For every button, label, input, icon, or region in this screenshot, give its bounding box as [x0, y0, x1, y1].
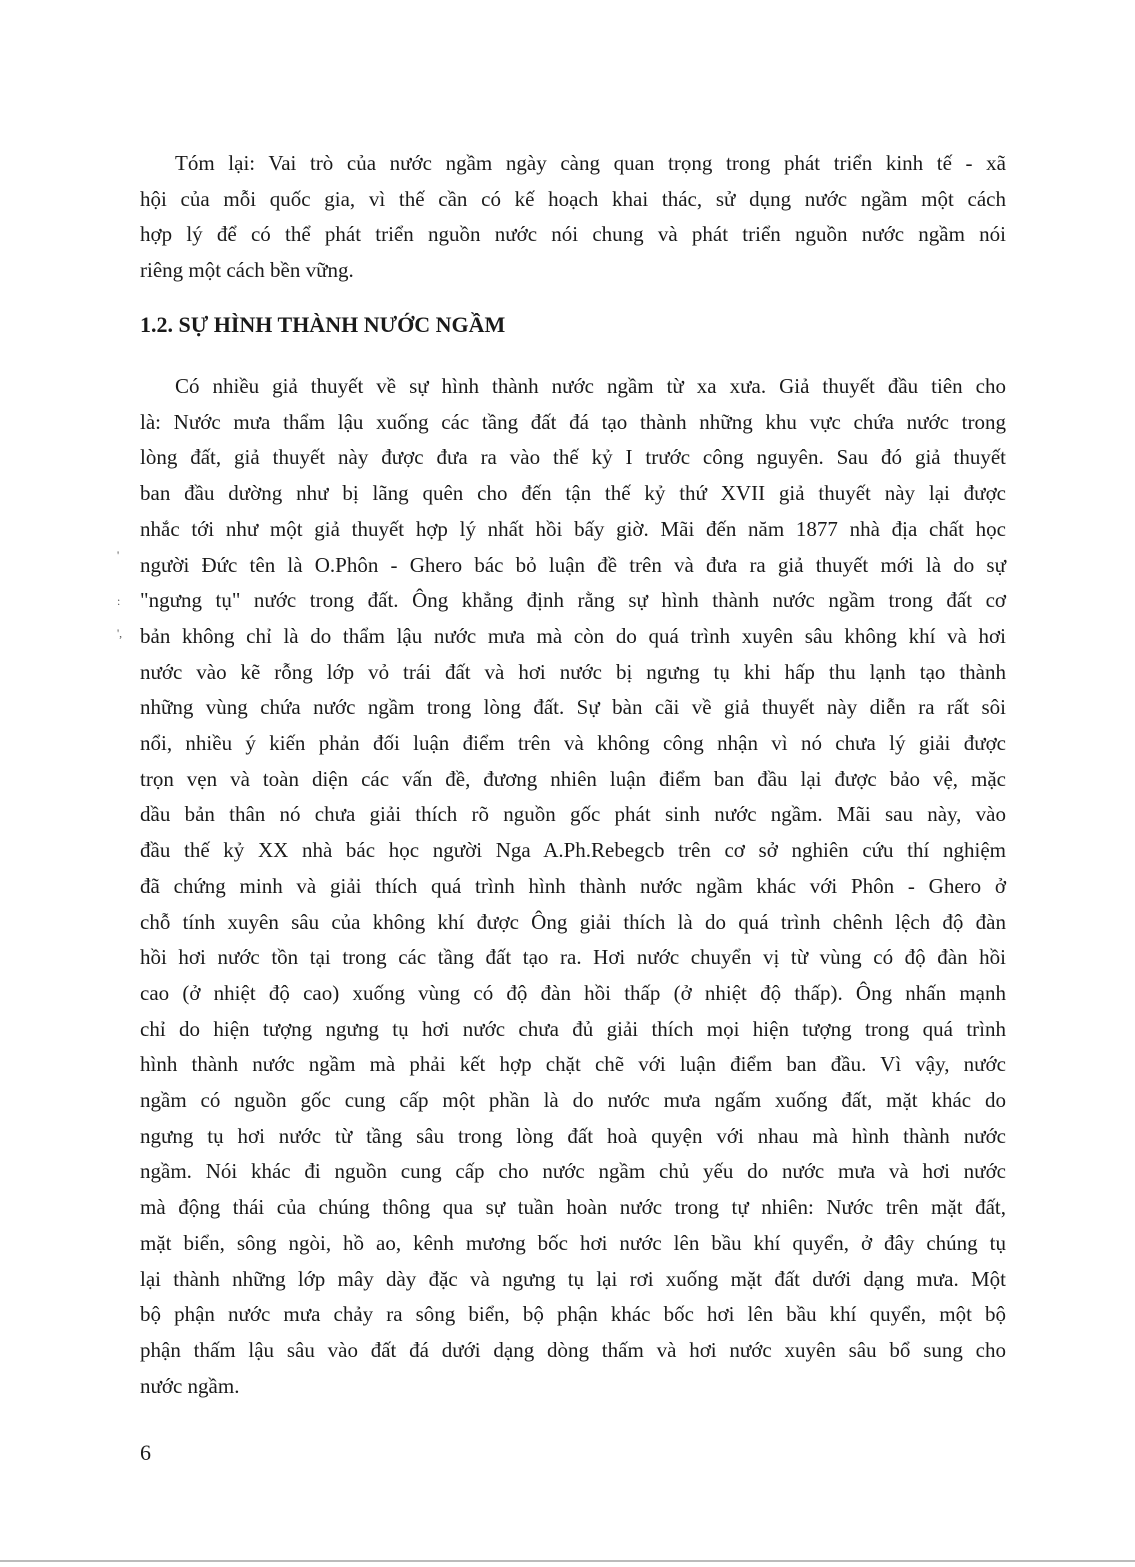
text-line: ngầm có nguồn gốc cung cấp một phần là do nước mưa ngấm xuống đất, mặt khác do — [140, 1088, 1006, 1112]
text-line: ngầm. Nói khác đi nguồn cung cấp cho nước ngầm chủ yếu do nước mưa và hơi nước — [140, 1159, 1006, 1184]
text-line: lòng đất, giả thuyết này được đưa ra vào thế kỷ I trước công nguyên. Sau đó giả thuyết — [140, 445, 1006, 470]
text-line: đã chứng minh và giải thích quá trình hình thành nước ngầm khác với Phôn - Ghero ở — [140, 873, 1006, 898]
scan-mark: ' — [117, 548, 120, 562]
scan-mark: : — [117, 594, 121, 608]
text-line: hồi hơi nước tồn tại trong các tầng đất tạo ra. Hơi nước chuyển vị từ vùng có độ đàn hồi — [140, 945, 1006, 970]
text-line: dầu bản thân nó chưa giải thích rõ nguồn gốc phát sinh nước ngầm. Mãi sau này, vào — [140, 802, 1006, 827]
text-line: ban đầu dường như bị lãng quên cho đến tận thế kỷ thứ XVII giả thuyết này lại được — [140, 481, 1006, 506]
text-line: nổi, nhiều ý kiến phản đối luận điểm trên và không công nhận vì nó chưa lý giải được — [140, 731, 1006, 755]
text-line: nước ngầm. — [140, 1373, 240, 1398]
text-line: phận thấm lậu sâu vào đất đá dưới dạng dòng thấm và hơi nước xuyên sâu bổ sung cho — [140, 1337, 1006, 1362]
section-heading: 1.2. SỰ HÌNH THÀNH NƯỚC NGẦM — [140, 312, 506, 337]
page-number: 6 — [140, 1440, 151, 1465]
text-line: hình thành nước ngầm mà phải kết hợp chặt chẽ với luận điểm ban đầu. Vì vậy, nước — [140, 1052, 1006, 1077]
text-line: người Đức tên là O.Phôn - Ghero bác bỏ luận đề trên và đưa ra giả thuyết mới là do sự — [140, 552, 1006, 577]
text-line: chỉ do hiện tượng ngưng tụ hơi nước chưa đủ giải thích mọi hiện tượng trong quá trình — [140, 1016, 1006, 1041]
text-line: mà động thái của chúng thông qua sự tuần hoàn nước trong tự nhiên: Nước trên mặt đất, — [140, 1195, 1006, 1220]
text-line: hội của mỗi quốc gia, vì thế cần có kế hoạch khai thác, sử dụng nước ngầm một cách — [140, 186, 1006, 211]
text-line: Tóm lại: Vai trò của nước ngầm ngày càng quan trọng trong phát triển kinh tế - xã — [175, 151, 1006, 175]
text-line: là: Nước mưa thẩm lậu xuống các tầng đất đá tạo thành những khu vực chứa nước trong — [140, 409, 1006, 434]
text-line: đầu thế kỷ XX nhà bác học người Nga A.Ph.Rebegcb trên cơ sở nghiên cứu thí nghiệm — [140, 838, 1006, 863]
scan-mark: ', — [117, 626, 123, 640]
text-line: nhắc tới như một giả thuyết hợp lý nhất hồi bấy giờ. Mãi đến năm 1877 nhà địa chất học — [140, 516, 1006, 541]
text-line: những vùng chứa nước ngầm trong lòng đất. Sự bàn cãi về giả thuyết này diễn ra rất sôi — [140, 695, 1006, 720]
text-line: mặt biển, sông ngòi, hồ ao, kênh mương bốc hơi nước lên bầu khí quyển, ở đây chúng tụ — [140, 1230, 1006, 1255]
text-line: bản không chỉ là do thẩm lậu nước mưa mà còn do quá trình xuyên sâu không khí và hơi — [140, 623, 1006, 648]
text-line: Có nhiều giả thuyết về sự hình thành nước ngầm từ xa xưa. Giả thuyết đầu tiên cho — [175, 374, 1006, 398]
text-line: ngưng tụ hơi nước từ tầng sâu trong lòng đất hoà quyện với nhau mà hình thành nước — [140, 1123, 1006, 1148]
text-line: bộ phận nước mưa chảy ra sông biển, bộ phận khác bốc hơi lên bầu khí quyển, một bộ — [140, 1302, 1006, 1327]
text-line: riêng một cách bền vững. — [140, 257, 354, 282]
text-line: hợp lý để có thể phát triển nguồn nước nói chung và phát triển nguồn nước ngầm nói — [140, 222, 1006, 246]
text-line: lại thành những lớp mây dày đặc và ngưng tụ lại rơi xuống mặt đất dưới dạng mưa. Một — [140, 1266, 1006, 1291]
page-bottom-edge — [0, 1560, 1135, 1562]
text-line: "ngưng tụ" nước trong đất. Ông khẳng định rằng sự hình thành nước ngầm trong đất cơ — [140, 588, 1006, 613]
text-line: trọn vẹn và toàn diện các vấn đề, đương nhiên luận điểm ban đầu lại được bảo vệ, mặc — [140, 766, 1006, 791]
text-line: cao (ở nhiệt độ cao) xuống vùng có độ đàn hồi thấp (ở nhiệt độ thấp). Ông nhấn mạnh — [140, 980, 1006, 1005]
text-line: nước vào kẽ rỗng lớp vỏ trái đất và hơi nước bị ngưng tụ khi hấp thu lạnh tạo thành — [140, 659, 1006, 684]
text-line: chỗ tính xuyên sâu của không khí được Ông giải thích là do quá trình chênh lệch độ đàn — [140, 909, 1006, 934]
